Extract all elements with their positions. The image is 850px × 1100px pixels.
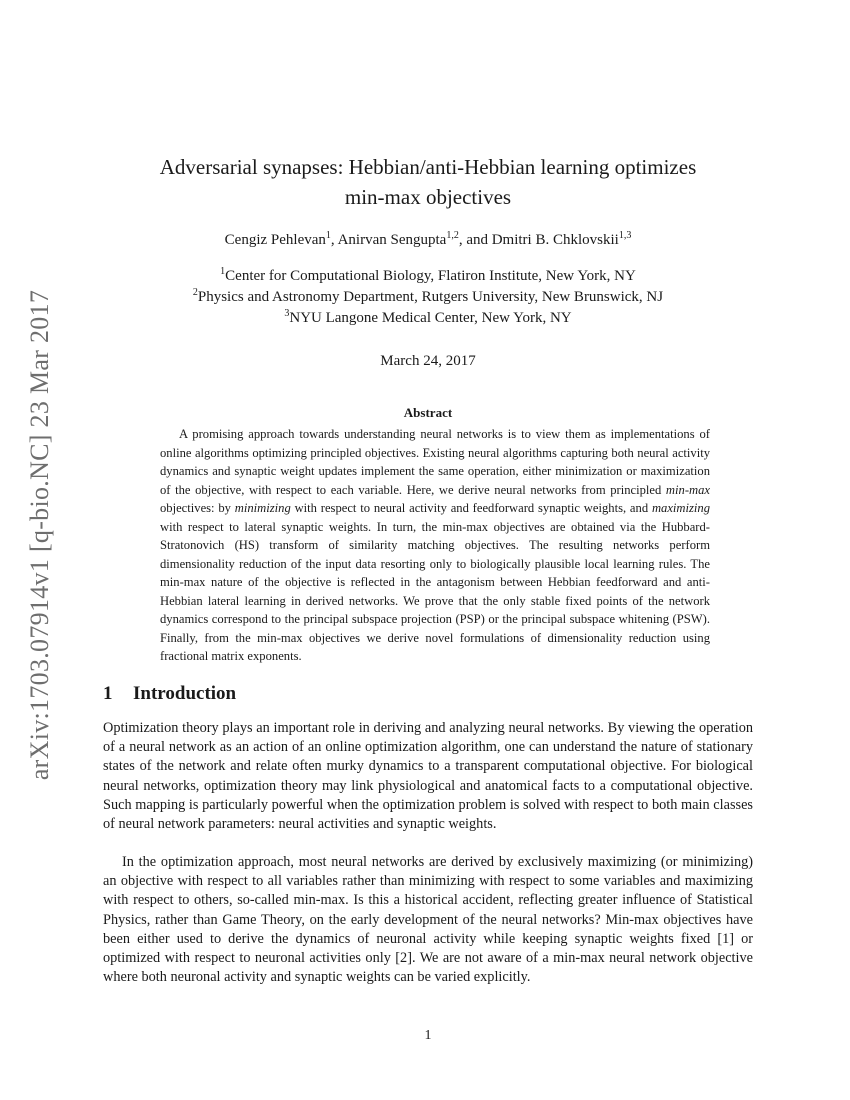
author-name: , Anirvan Sengupta xyxy=(330,232,447,248)
author-affil-sup: 1,2 xyxy=(446,230,459,241)
intro-paragraph-2: In the optimization approach, most neural networks are derived by exclusively maximizing (or minimizing) an objective with respect to all variables rather than minimizing with respect to some variables and maximizing with respect to others, so-called min-max. Is this a historical accident, reflecting greater influence of Statistical Physics, rather than Game Theory, on the early development of the neural networks? Min-max objectives have been either used to derive the dynamics of neuronal activity while keeping synaptic weights fixed [1] or optimized with respect to neuronal activities only [2]. We are not aware of a min-max neural network objective where both neuronal activity and synaptic weights can be varied explicitly. xyxy=(103,854,753,986)
abstract-body xyxy=(160,425,710,666)
affiliation-3 xyxy=(103,308,753,329)
paper-title xyxy=(103,152,753,212)
arxiv-identifier: arXiv:1703.07914v1 [q-bio.NC] 23 Mar 2017 xyxy=(25,289,55,781)
abstract-emphasis: min-max xyxy=(665,482,710,497)
affiliation-2 xyxy=(103,287,753,308)
title-line-1: Adversarial synapses: Hebbian/anti-Hebbian learning optimizes xyxy=(159,155,697,179)
abstract-text: with respect to neural activity and feedforward synaptic weights, and xyxy=(290,501,652,515)
title-line-2: min-max objectives xyxy=(344,185,512,209)
section-title: Introduction xyxy=(133,683,237,704)
author-name: Cengiz Pehlevan xyxy=(224,232,326,248)
affiliation-1 xyxy=(103,266,753,287)
intro-paragraph-1: Optimization theory plays an important role in deriving and analyzing neural networks. By viewing the operation of a neural network as an action of an online optimization algorithm, one can understand the nature of stationary states of the network and relate often murky dynamics to a transparent computational objective. For biological neural networks, optimization theory may link physiological and anatomical facts to a computational objective. Such mapping is particularly powerful when the optimization problem is solved with respect to both main classes of neural network parameters: neural activities and synaptic weights. xyxy=(103,720,753,833)
author-affil-sup: 1 xyxy=(325,230,331,241)
page-number: 1 xyxy=(424,1028,432,1043)
arxiv-sidebar xyxy=(20,270,60,800)
affil-sup: 1 xyxy=(220,266,226,277)
abstract-emphasis: minimizing xyxy=(234,501,291,515)
abstract-heading: Abstract xyxy=(403,405,453,420)
abstract-emphasis: maximizing xyxy=(651,501,711,515)
abstract-text: with respect to lateral synaptic weights. In turn, the min-max objectives are obtained via the Hubbard-Stratonovich (HS) transform of similarity matching objectives. The resulting networks perform dimensionality reduction of the input data resorting only to biologically plausible local learning rules. The min-max nature of the objective is reflected in the antagonism between Hebbian feedforward and anti-Hebbian lateral learning in derived networks. We prove that the only stable fixed points of the network dynamics correspond to the principal subspace projection (PSP) or the principal subspace whitening (PSW). Finally, from the min-max objectives we derive novel formulations of dimensionality reduction using fractional matrix exponents. xyxy=(160,519,710,663)
affil-sup: 3 xyxy=(284,308,290,319)
section-heading-introduction xyxy=(103,683,753,705)
affil-sup: 2 xyxy=(192,287,198,298)
affil-text: Physics and Astronomy Department, Rutgers University, New Brunswick, NJ xyxy=(197,289,664,305)
author-name: , and Dmitri B. Chklovskii xyxy=(458,232,619,248)
abstract-text: A promising approach towards understanding neural networks is to view them as implementations of online algorithms optimizing principled objectives. Existing neural algorithms capturing both neural activity dynamics and synaptic weight updates implement the same operation, either minimization or maximization of the objective, with respect to each variable. Here, we derive neural networks from principled xyxy=(160,427,710,497)
affil-text: Center for Computational Biology, Flatiron Institute, New York, NY xyxy=(225,268,636,284)
section-number: 1 xyxy=(103,683,113,704)
author-affil-sup: 1,3 xyxy=(618,230,632,241)
author-list xyxy=(103,232,753,249)
affil-text: NYU Langone Medical Center, New York, NY xyxy=(289,310,572,326)
paper-date: March 24, 2017 xyxy=(380,353,476,369)
abstract-text: objectives: by xyxy=(160,501,235,515)
affiliations xyxy=(103,266,753,329)
